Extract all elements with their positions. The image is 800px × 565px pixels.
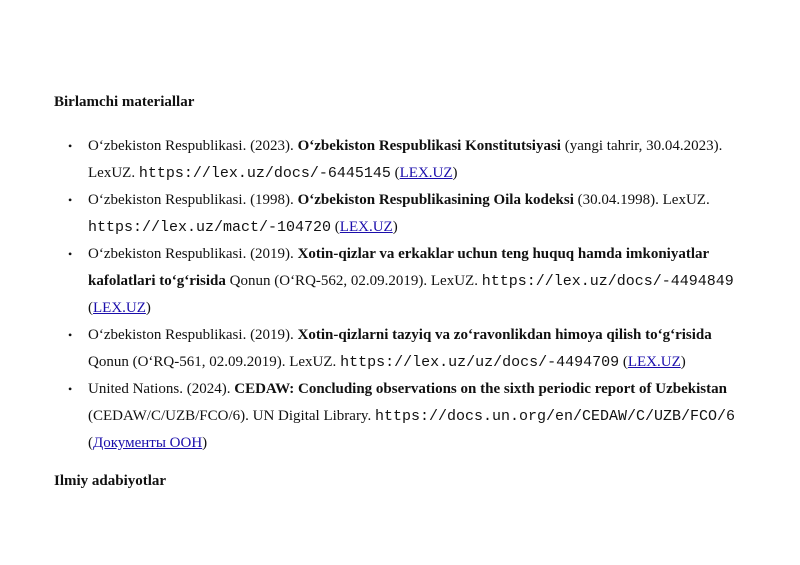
reference-item: • O‘zbekiston Respublikasi. (1998). O‘zbekiston Respublikasining Oila kodeksi (30.04.1998). LexUZ. https://lex.uz/mact/-104720 (LEX.UZ)	[54, 187, 754, 241]
reference-detail: (yangi tahrir, 30.04.2023). LexUZ.	[88, 138, 723, 181]
reference-lead: O‘zbekiston Respublikasi. (2023).	[88, 138, 298, 154]
reference-url: https://lex.uz/mact/-104720	[88, 219, 332, 236]
reference-link[interactable]: LEX.UZ	[93, 300, 146, 316]
reference-detail: (30.04.1998). LexUZ.	[573, 192, 710, 208]
document-page	[54, 92, 754, 491]
reference-item: • O‘zbekiston Respublikasi. (2023). O‘zbekiston Respublikasi Konstitutsiyasi (yangi tahrir, 30.04.2023). LexUZ. https://lex.uz/docs/-6445145 (LEX.UZ)	[54, 133, 754, 187]
reference-title: CEDAW: Concluding observations on the sixth periodic report of Uzbekistan	[234, 381, 727, 397]
bullet-icon: •	[68, 382, 73, 396]
reference-link[interactable]: LEX.UZ	[339, 219, 393, 235]
reference-item: • United Nations. (2024). CEDAW: Concluding observations on the sixth periodic report of Uzbekistan (CEDAW/C/UZB/FCO/6). UN Digital Library. https://docs.un.org/en/CEDAW/C/UZB/FCO/6 (Документы ООН)	[54, 376, 754, 457]
reference-link[interactable]: Документы ООН	[93, 435, 203, 451]
section-heading-primary-materials: Birlamchi materiallar	[54, 94, 195, 110]
reference-detail: (CEDAW/C/UZB/FCO/6). UN Digital Library.	[88, 408, 375, 424]
reference-item: • O‘zbekiston Respublikasi. (2019). Xotin-qizlarni tazyiq va zo‘ravonlikdan himoya qilish to‘g‘risida Qonun (O‘RQ-561, 02.09.2019). LexUZ. https://lex.uz/uz/docs/-4494709 (LEX.UZ)	[54, 322, 754, 376]
reference-url: https://lex.uz/docs/-6445145	[138, 165, 391, 182]
reference-url: https://lex.uz/uz/docs/-4494709	[340, 354, 620, 371]
bullet-icon: •	[68, 247, 73, 261]
reference-lead: United Nations. (2024).	[88, 381, 235, 397]
reference-url: https://docs.un.org/en/CEDAW/C/UZB/FCO/6	[374, 408, 736, 425]
bullet-icon: •	[68, 139, 73, 153]
reference-lead: O‘zbekiston Respublikasi. (2019).	[88, 327, 298, 343]
reference-link[interactable]: LEX.UZ	[399, 165, 453, 181]
reference-title: Xotin-qizlar va erkaklar uchun teng huquq hamda imkoniyatlar kafolatlari to‘g‘risida	[88, 246, 709, 289]
bullet-icon: •	[68, 328, 73, 342]
bullet-icon: •	[68, 193, 73, 207]
reference-lead: O‘zbekiston Respublikasi. (1998).	[88, 192, 298, 208]
section-heading-scientific-literature: Ilmiy adabiyotlar	[54, 473, 167, 489]
reference-list	[54, 133, 754, 457]
reference-item: • O‘zbekiston Respublikasi. (2019). Xotin-qizlar va erkaklar uchun teng huquq hamda imkoniyatlar kafolatlari to‘g‘risida Qonun (O‘RQ-562, 02.09.2019). LexUZ. https://lex.uz/docs/-4494849 (LEX.UZ)	[54, 241, 754, 322]
reference-title: Xotin-qizlarni tazyiq va zo‘ravonlikdan himoya qilish to‘g‘risida	[297, 327, 712, 343]
reference-detail: Qonun (O‘RQ-561, 02.09.2019). LexUZ.	[88, 354, 341, 370]
reference-title: O‘zbekiston Respublikasi Konstitutsiyasi	[297, 138, 561, 154]
reference-detail: Qonun (O‘RQ-562, 02.09.2019). LexUZ.	[225, 273, 482, 289]
reference-link[interactable]: LEX.UZ	[627, 354, 681, 370]
reference-url: https://lex.uz/docs/-4494849	[481, 273, 734, 290]
reference-lead: O‘zbekiston Respublikasi. (2019).	[88, 246, 298, 262]
reference-title: O‘zbekiston Respublikasining Oila kodeksi	[297, 192, 574, 208]
